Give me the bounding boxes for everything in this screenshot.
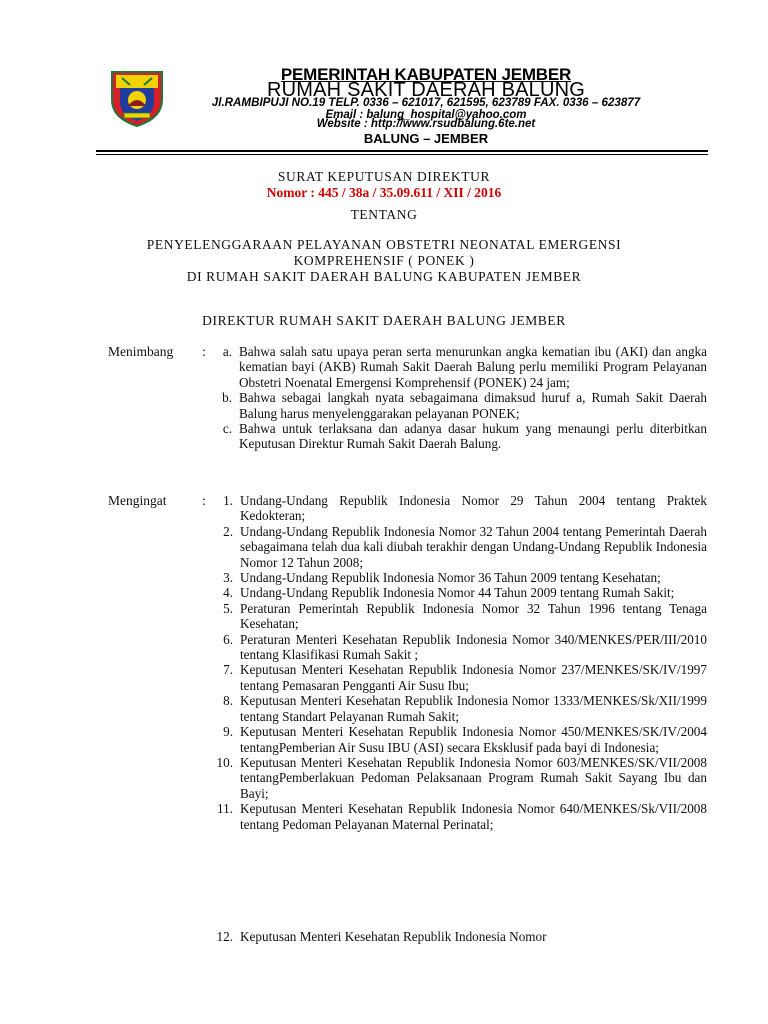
- list-item: [207, 421, 707, 452]
- menimbang-label: Menimbang: [108, 344, 174, 359]
- list-item-text: Bahwa untuk terlaksana dan adanya dasar hukum yang menaungi perlu diterbitkan Keputusan Direktur Rumah Sakit Daerah Balung.: [239, 421, 707, 452]
- letterhead-website: Website : http://www.rsudbalung.6te.net: [316, 118, 536, 130]
- list-item: [207, 524, 707, 570]
- list-item: [207, 344, 707, 390]
- list-item: [207, 585, 707, 600]
- list-item-marker: 7.: [223, 662, 233, 678]
- list-item: [207, 390, 707, 421]
- list-item-marker: 5.: [223, 600, 233, 616]
- menimbang-list: [207, 344, 707, 452]
- mengingat-list-continued: [207, 929, 707, 944]
- mengingat-label: Mengingat: [108, 493, 167, 508]
- list-item-text: Undang-Undang Republik Indonesia Nomor 44 Tahun 2009 tentang Rumah Sakit;: [240, 585, 675, 601]
- list-item-text: Keputusan Menteri Kesehatan Republik Indonesia Nomor 1333/MENKES/Sk/XII/1999 tentang Standart Pelayanan Rumah Sakit;: [240, 693, 707, 724]
- list-item-marker: 11.: [217, 801, 233, 817]
- list-item-marker: 2.: [223, 523, 233, 539]
- list-item: [207, 493, 707, 524]
- list-item-text: Peraturan Pemerintah Republik Indonesia Nomor 32 Tahun 1996 tentang Tenaga Kesehatan;: [240, 600, 707, 632]
- subject-line-3: DI RUMAH SAKIT DAERAH BALUNG KABUPATEN JEMBER: [186, 269, 582, 284]
- list-item-text: Undang-Undang Republik Indonesia Nomor 36 Tahun 2009 tentang Kesehatan;: [240, 570, 661, 586]
- director-heading: DIREKTUR RUMAH SAKIT DAERAH BALUNG JEMBER: [202, 313, 566, 328]
- list-item: [207, 755, 707, 801]
- list-item-marker: b.: [222, 390, 232, 406]
- list-item-marker: a.: [222, 344, 232, 359]
- list-item: [207, 929, 707, 944]
- mengingat-list: [207, 493, 707, 832]
- subject-line-1: PENYELENGGARAAN PELAYANAN OBSTETRI NEONATAL EMERGENSI: [146, 237, 622, 252]
- document-title: SURAT KEPUTUSAN DIREKTUR: [277, 169, 491, 184]
- letterhead-government: PEMERINTAH KABUPATEN JEMBER: [280, 65, 572, 84]
- list-item-marker: 8.: [223, 693, 233, 709]
- list-item: [207, 570, 707, 585]
- letterhead-divider-thick: [96, 150, 708, 152]
- list-item: [207, 632, 707, 663]
- list-item-marker: 4.: [223, 585, 233, 601]
- list-item-text: Undang-Undang Republik Indonesia Nomor 29 Tahun 2004 tentang Praktek Kedokteran;: [240, 493, 707, 524]
- list-item-text: Bahwa sebagai langkah nyata sebagaimana dimaksud huruf a, Rumah Sakit Daerah Balung harus menyelenggarakan pelayanan PONEK;: [239, 390, 707, 421]
- list-item-text: Keputusan Menteri Kesehatan Republik Indonesia Nomor 237/MENKES/SK/IV/1997 tentang Pemasaran Pengganti Air Susu Ibu;: [240, 662, 707, 693]
- mengingat-colon: :: [202, 493, 206, 508]
- subject-line-2: KOMPREHENSIF ( PONEK ): [293, 253, 475, 268]
- list-item-text: Undang-Undang Republik Indonesia Nomor 32 Tahun 2004 tentang Pemerintah Daerah sebagaimana telah dua kali diubah terakhir dengan Undang-Undang Republik Indonesia Nomor 12 Tahun 2008;: [240, 523, 707, 570]
- list-item-marker: 6.: [223, 631, 233, 647]
- list-item-marker: 9.: [223, 724, 233, 740]
- list-item-text: Keputusan Menteri Kesehatan Republik Indonesia Nomor 450/MENKES/SK/IV/2004 tentangPemberian Air Susu IBU (ASI) secara Eksklusif pada bayi di Indonesia;: [240, 724, 707, 755]
- list-item-text: Keputusan Menteri Kesehatan Republik Indonesia Nomor 640/MENKES/Sk/VII/2008 tentang Pedoman Pelayanan Maternal Perinatal;: [240, 801, 707, 832]
- kabupaten-jember-emblem-icon: [106, 66, 168, 128]
- list-item-marker: 3.: [223, 570, 233, 586]
- list-item: [207, 724, 707, 755]
- list-item-text: Keputusan Menteri Kesehatan Republik Indonesia Nomor 603/MENKES/SK/VII/2008 tentangPemberlakuan Pedoman Pelaksanaan Program Rumah Sakit Sayang Ibu dan Bayi;: [240, 754, 707, 801]
- menimbang-colon: :: [202, 344, 206, 359]
- list-item-marker: 1.: [223, 493, 233, 508]
- tentang-heading: TENTANG: [350, 207, 418, 222]
- list-item-text: Peraturan Menteri Kesehatan Republik Indonesia Nomor 340/MENKES/PER/III/2010 tentang Klasifikasi Rumah Sakit ;: [240, 631, 707, 663]
- list-item-text: Keputusan Menteri Kesehatan Republik Indonesia Nomor: [240, 929, 547, 944]
- list-item: [207, 662, 707, 693]
- letterhead-location: BALUNG – JEMBER: [363, 131, 489, 146]
- list-item-marker: c.: [222, 421, 232, 437]
- list-item: [207, 601, 707, 632]
- list-item: [207, 801, 707, 832]
- document-number: Nomor : 445 / 38a / 35.09.611 / XII / 2016: [266, 185, 502, 200]
- list-item-marker: 10.: [216, 754, 233, 770]
- letterhead-divider-thin: [96, 154, 708, 155]
- list-item-marker: 12.: [216, 929, 233, 944]
- list-item: [207, 693, 707, 724]
- letterhead-hospital-name: RUMAH SAKIT DAERAH BALUNG: [266, 79, 586, 101]
- letterhead-email: Email : balung_hospital@yahoo.com: [325, 109, 527, 121]
- letterhead-address: Jl.RAMBIPUJI NO.19 TELP. 0336 – 621017, 621595, 623789 FAX. 0336 – 623877: [211, 96, 641, 109]
- list-item-text: Bahwa salah satu upaya peran serta menurunkan angka kematian ibu (AKI) dan angka kematian bayi (AKB) Rumah Sakit Daerah Balung perlu memiliki Program Pelayanan Obstetri Noenatal Emergensi Komprehensif (PONEK) 24 jam;: [239, 344, 707, 390]
